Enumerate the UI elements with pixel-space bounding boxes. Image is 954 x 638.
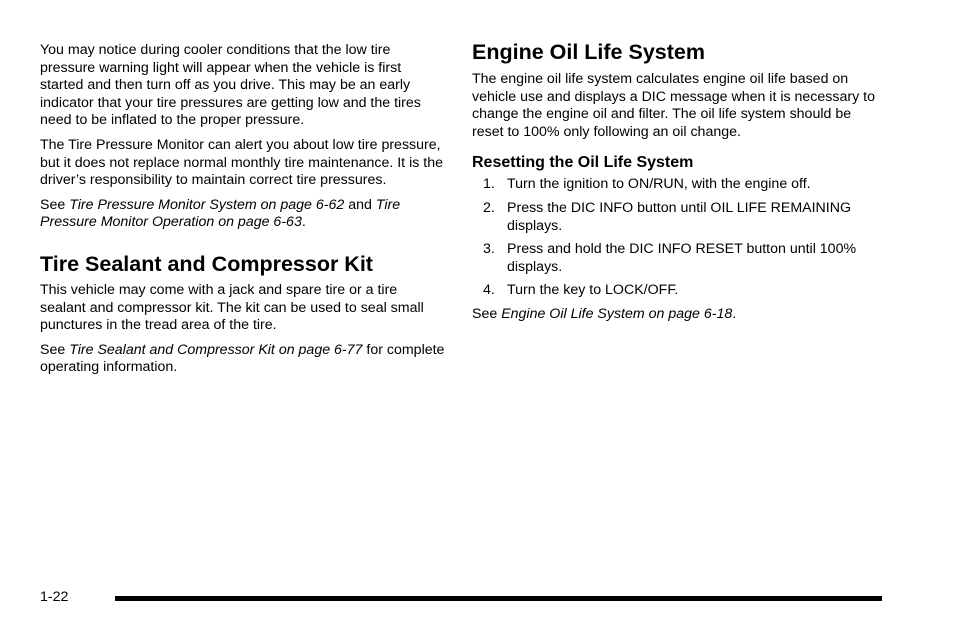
- reset-steps-list: [472, 176, 877, 300]
- list-item: [472, 241, 877, 276]
- oil-life-paragraph: The engine oil life system calculates engine oil life based on vehicle use and displays a DIC message when it is necessary to change the engine oil and filter. The oil life system should be reset to 100% only following an oil change.: [472, 71, 875, 140]
- tire-sealant-see-also: [40, 342, 445, 377]
- tire-sealant-paragraph: This vehicle may come with a jack and spare tire or a tire sealant and compressor kit. The kit can be used to seal small punctures in the tread area of the tire.: [40, 281, 424, 334]
- step-text: Turn the key to LOCK/OFF.: [507, 282, 679, 299]
- cross-reference-link[interactable]: Tire Pressure Monitor System on page 6-62: [69, 196, 345, 213]
- page-number: 1-22: [40, 589, 69, 605]
- see-text: See: [40, 196, 70, 213]
- cross-reference-link[interactable]: Engine Oil Life System on page 6-18: [501, 305, 733, 322]
- see-text: See: [40, 341, 70, 358]
- list-item: [472, 282, 877, 300]
- list-item: [472, 176, 877, 194]
- step-number: 1.: [483, 176, 495, 193]
- see-text: See: [472, 305, 502, 322]
- low-tire-warning-paragraph: You may notice during cooler conditions that the low tire pressure warning light will appear when the vehicle is first started and then turn off as you drive. This may be an early indicator that your tire pressures are getting low and the tires need to be inflated to the proper pressure.: [40, 42, 421, 129]
- and-text: and: [344, 196, 376, 213]
- section-heading-tire-sealant: Tire Sealant and Compressor Kit: [40, 251, 373, 276]
- tire-pressure-see-also: [40, 197, 445, 232]
- right-column: [472, 38, 877, 331]
- cross-reference-link[interactable]: Tire Pressure Monitor Operation on page 6-63: [40, 196, 401, 231]
- suffix-text: for complete operating information.: [40, 341, 445, 376]
- step-number: 2.: [483, 199, 495, 216]
- step-number: 3.: [483, 241, 495, 258]
- tire-pressure-monitor-paragraph: The Tire Pressure Monitor can alert you about low tire pressure, but it does not replace normal monthly tire maintenance. It is the driver’s responsibility to maintain correct tire pressures.: [40, 136, 443, 189]
- oil-life-see-also: [472, 306, 877, 324]
- list-item: [472, 200, 877, 235]
- period-text: .: [732, 305, 737, 322]
- footer-rule: [115, 596, 882, 601]
- period-text: .: [301, 214, 306, 231]
- step-text: Press and hold the DIC INFO RESET button until 100% displays.: [507, 241, 857, 275]
- step-text: Press the DIC INFO button until OIL LIFE REMAINING displays.: [507, 199, 852, 234]
- cross-reference-link[interactable]: Tire Sealant and Compressor Kit on page 6-77: [69, 341, 363, 358]
- left-column: [40, 42, 445, 384]
- subheading-resetting-oil-life: Resetting the Oil Life System: [472, 154, 694, 172]
- section-heading-engine-oil-life: Engine Oil Life System: [472, 40, 705, 64]
- step-text: Turn the ignition to ON/RUN, with the engine off.: [507, 176, 811, 193]
- step-number: 4.: [483, 282, 495, 299]
